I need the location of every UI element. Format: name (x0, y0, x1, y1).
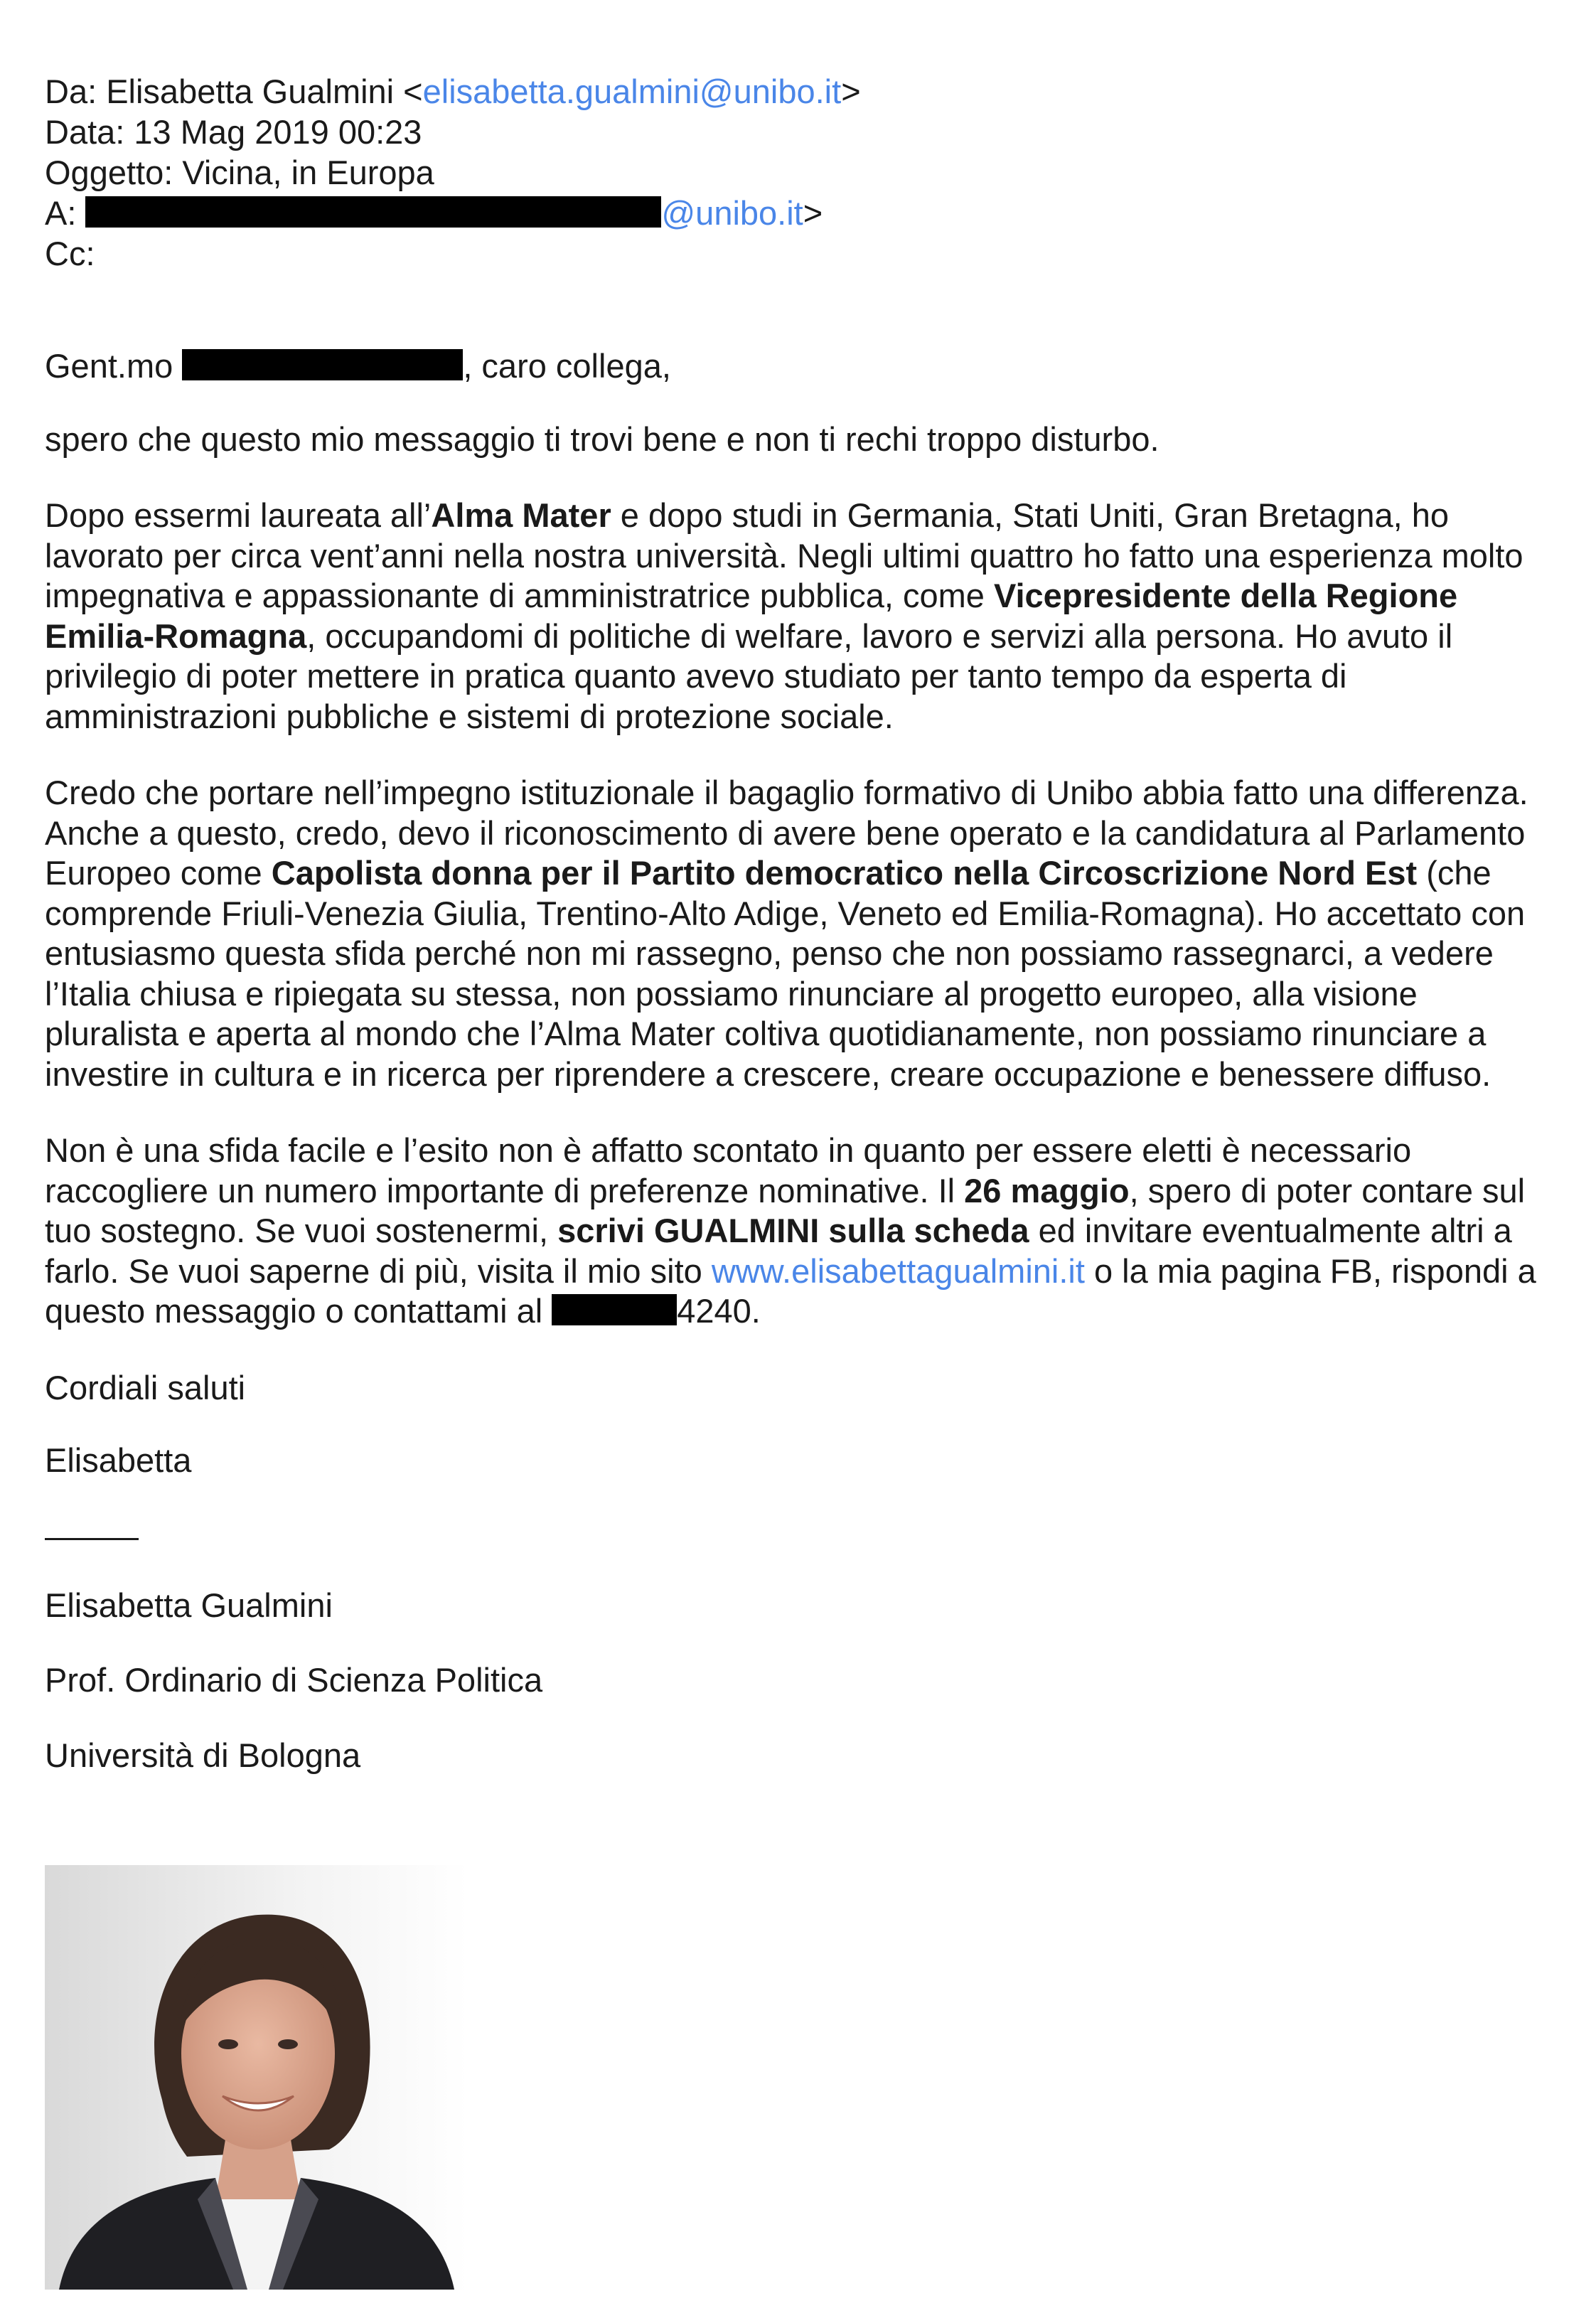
bold-text: Vicepresidente della Regione Emilia-Romagna (45, 577, 1458, 655)
text: ed invitare eventualmente altri a farlo. Se vuoi saperne di più, visita il mio sito (45, 1212, 1512, 1290)
to-close: > (803, 194, 823, 232)
email-header (45, 71, 1552, 274)
text: , spero di poter contare sul tuo sostegno. Se vuoi sostenermi, (45, 1171, 1526, 1249)
text: e dopo studi in Germania, Stati Uniti, Gran Bretagna, ho lavorato per circa vent’anni nella nostra università. Negli ultimi quattro ho fatto una esperienza molto impegnativa e appassionante di amministratrice pubblica, come (45, 496, 1523, 614)
from-email-link[interactable]: elisabetta.gualmini@unibo.it (422, 73, 842, 110)
salutation-prefix: Gent.mo (45, 347, 183, 385)
email-document (45, 71, 1552, 1810)
website-link[interactable]: www.elisabettagualmini.it (711, 1251, 1085, 1290)
cc-row: Cc: (45, 235, 95, 272)
from-close: > (841, 73, 861, 110)
salutation (45, 346, 1552, 387)
redaction-bar (182, 349, 463, 380)
signature-name: Elisabetta Gualmini (45, 1586, 333, 1624)
signature-university: Università di Bologna (45, 1736, 361, 1774)
text: Dopo essermi laureata all’ (45, 496, 432, 534)
bold-text: Capolista donna per il Partito democratico nella Circoscrizione Nord Est (271, 854, 1418, 892)
paragraph-3 (45, 773, 1552, 1094)
date-row: Data: 13 Mag 2019 00:23 (45, 113, 422, 151)
text: o la mia pagina FB, rispondi a questo messaggio o contattami al (45, 1251, 1536, 1330)
text: , occupandomi di politiche di welfare, lavoro e servizi alla persona. Ho avuto il privilegio di poter mettere in pratica quanto avevo studiato per tanto tempo da esperta di amministrazioni pubbliche e sistemi di protezione sociale. (45, 616, 1453, 735)
from-row (45, 71, 1552, 112)
paragraph-2 (45, 496, 1552, 737)
to-email-link[interactable]: @unibo.it (661, 194, 803, 232)
redaction-bar (85, 196, 661, 228)
to-label: A: (45, 194, 86, 232)
salutation-suffix: , caro collega, (463, 347, 671, 385)
bold-text: scrivi GUALMINI sulla scheda (557, 1212, 1029, 1249)
sign-name: Elisabetta (45, 1441, 192, 1479)
subject-row: Oggetto: Vicina, in Europa (45, 154, 434, 191)
paragraph-1: spero che questo mio messaggio ti trovi bene e non ti rechi troppo disturbo. (45, 420, 1159, 458)
closing: Cordiali saluti (45, 1368, 246, 1406)
from-label: Da: Elisabetta Gualmini < (45, 73, 423, 110)
redaction-bar (552, 1294, 677, 1325)
signature-title: Prof. Ordinario di Scienza Politica (45, 1661, 543, 1699)
text: Non è una sfida facile e l’esito non è affatto scontato in quanto per essere eletti è necessario raccogliere un numero importante di preferenze nominative. Il (45, 1131, 1412, 1209)
bold-text: 26 maggio (964, 1171, 1130, 1209)
signature-separator (45, 1538, 139, 1540)
text: Credo che portare nell’impegno istituzionale il bagaglio formativo di Unibo abbia fatto una differenza. Anche a questo, credo, devo il riconoscimento di avere bene operato e la candidatura al Parlamento Europeo come (45, 774, 1528, 892)
email-body (45, 346, 1552, 1775)
phone-suffix: 4240. (677, 1292, 761, 1330)
text: (che comprende Friuli-Venezia Giulia, Trentino-Alto Adige, Veneto ed Emilia-Romagna). Ho accettato con entusiasmo questa sfida perché non mi rassegno, penso che non possiamo rassegnarci, a vedere l’Italia chiusa e ripiegata su stessa, non possiamo rinunciare al progetto europeo, alla visione pluralista e aperta al mondo che l’Alma Mater coltiva quotidianamente, non possiamo rinunciare a investire in cultura e in ricerca per riprendere a crescere, creare occupazione e benessere diffuso. (45, 854, 1526, 1093)
to-row (45, 193, 1552, 233)
bold-text: Alma Mater (431, 496, 611, 534)
paragraph-4 (45, 1131, 1552, 1332)
profile-photo (45, 1865, 468, 2290)
